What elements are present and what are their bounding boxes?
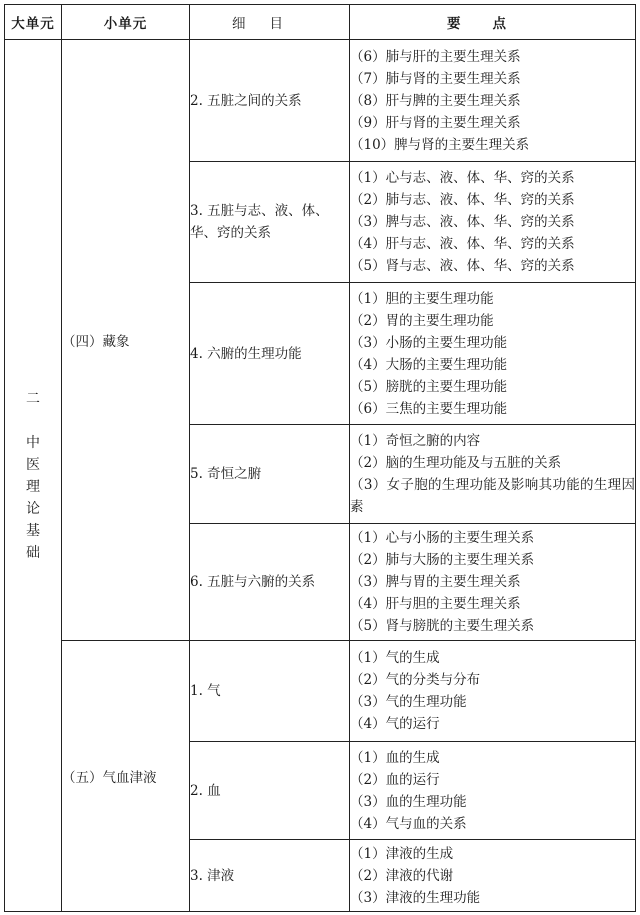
header-key-points: 要点 <box>350 5 636 40</box>
points-cell <box>350 162 636 283</box>
detail-cell: 3. 津液 <box>190 840 350 912</box>
point-item: （4）肝与胆的主要生理关系 <box>350 596 521 612</box>
point-item: （2）津液的代谢 <box>350 867 454 884</box>
major-unit-cell <box>5 40 62 912</box>
detail-cell: 4. 六腑的生理功能 <box>190 283 350 425</box>
point-item: （10）脾与肾的主要生理关系 <box>350 136 530 153</box>
point-item: （3）津液的生理功能 <box>350 889 481 906</box>
point-item: （3）血的生理功能 <box>350 793 467 810</box>
detail-cell: 6. 五脏与六腑的关系 <box>190 524 350 641</box>
point-item: （4）肝与志、液、体、华、窍的关系 <box>350 236 575 252</box>
point-item: （5）肾与志、液、体、华、窍的关系 <box>350 258 575 274</box>
detail-cell: 3. 五脏与志、液、体、华、窍的关系 <box>190 162 350 283</box>
major-unit-number: 二 <box>26 390 40 407</box>
point-item: （2）气的分类与分布 <box>350 672 481 688</box>
points-cell <box>350 641 636 742</box>
detail-cell: 2. 血 <box>190 742 350 840</box>
point-item: （2）肺与志、液、体、华、窍的关系 <box>350 192 575 208</box>
point-item: （1）津液的生成 <box>350 845 454 862</box>
header-row <box>5 5 636 40</box>
point-item: （4）气的运行 <box>350 716 440 732</box>
major-unit-char: 中 <box>26 434 40 451</box>
detail-cell: 5. 奇恒之腑 <box>190 425 350 524</box>
major-unit-char: 论 <box>26 500 40 517</box>
point-item: （2）血的运行 <box>350 771 440 788</box>
point-item: （2）肺与大肠的主要生理关系 <box>350 552 535 568</box>
minor-unit-cell: （四）藏象 <box>62 40 190 641</box>
point-item: （3）女子胞的生理功能及影响其功能的生理因素 <box>350 477 635 515</box>
point-item: （4）大肠的主要生理功能 <box>350 356 508 373</box>
major-unit-char: 基 <box>26 522 40 539</box>
point-item: （3）气的生理功能 <box>350 694 467 710</box>
point-item: （3）脾与胃的主要生理关系 <box>350 574 521 590</box>
syllabus-table <box>4 4 636 912</box>
point-item: （1）血的生成 <box>350 749 440 766</box>
detail-cell: 2. 五脏之间的关系 <box>190 40 350 162</box>
header-major-unit: 大单元 <box>5 5 62 40</box>
points-cell <box>350 840 636 912</box>
point-item: （8）肝与脾的主要生理关系 <box>350 92 521 109</box>
point-item: （3）小肠的主要生理功能 <box>350 334 508 351</box>
point-item: （2）脑的生理功能及与五脏的关系 <box>350 455 562 471</box>
detail-cell: 1. 气 <box>190 641 350 742</box>
points-cell <box>350 283 636 425</box>
point-item: （4）气与血的关系 <box>350 815 467 832</box>
major-unit-char: 理 <box>26 478 40 495</box>
point-item: （7）肺与肾的主要生理关系 <box>350 70 521 87</box>
point-item: （2）胃的主要生理功能 <box>350 312 494 329</box>
point-item: （1）心与小肠的主要生理关系 <box>350 530 535 546</box>
points-cell <box>350 425 636 524</box>
point-item: （9）肝与肾的主要生理关系 <box>350 114 521 131</box>
point-item: （1）气的生成 <box>350 650 440 666</box>
major-unit-char: 医 <box>26 456 40 473</box>
point-item: （5）膀胱的主要生理功能 <box>350 378 508 395</box>
point-item: （6）三焦的主要生理功能 <box>350 400 508 417</box>
points-cell <box>350 40 636 162</box>
major-unit-title <box>26 388 40 564</box>
points-cell <box>350 742 636 840</box>
minor-unit-cell: （五）气血津液 <box>62 641 190 912</box>
point-item: （1）心与志、液、体、华、窍的关系 <box>350 170 575 186</box>
header-detail: 细目 <box>190 5 350 40</box>
point-item: （1）奇恒之腑的内容 <box>350 433 481 449</box>
point-item: （5）肾与膀胱的主要生理关系 <box>350 618 535 634</box>
point-item: （3）脾与志、液、体、华、窍的关系 <box>350 214 575 230</box>
table-row <box>5 641 636 742</box>
major-unit-char: 础 <box>26 544 40 561</box>
points-cell <box>350 524 636 641</box>
point-item: （6）肺与肝的主要生理关系 <box>350 48 521 65</box>
point-item: （1）胆的主要生理功能 <box>350 290 494 307</box>
header-minor-unit: 小单元 <box>62 5 190 40</box>
table-row <box>5 40 636 162</box>
